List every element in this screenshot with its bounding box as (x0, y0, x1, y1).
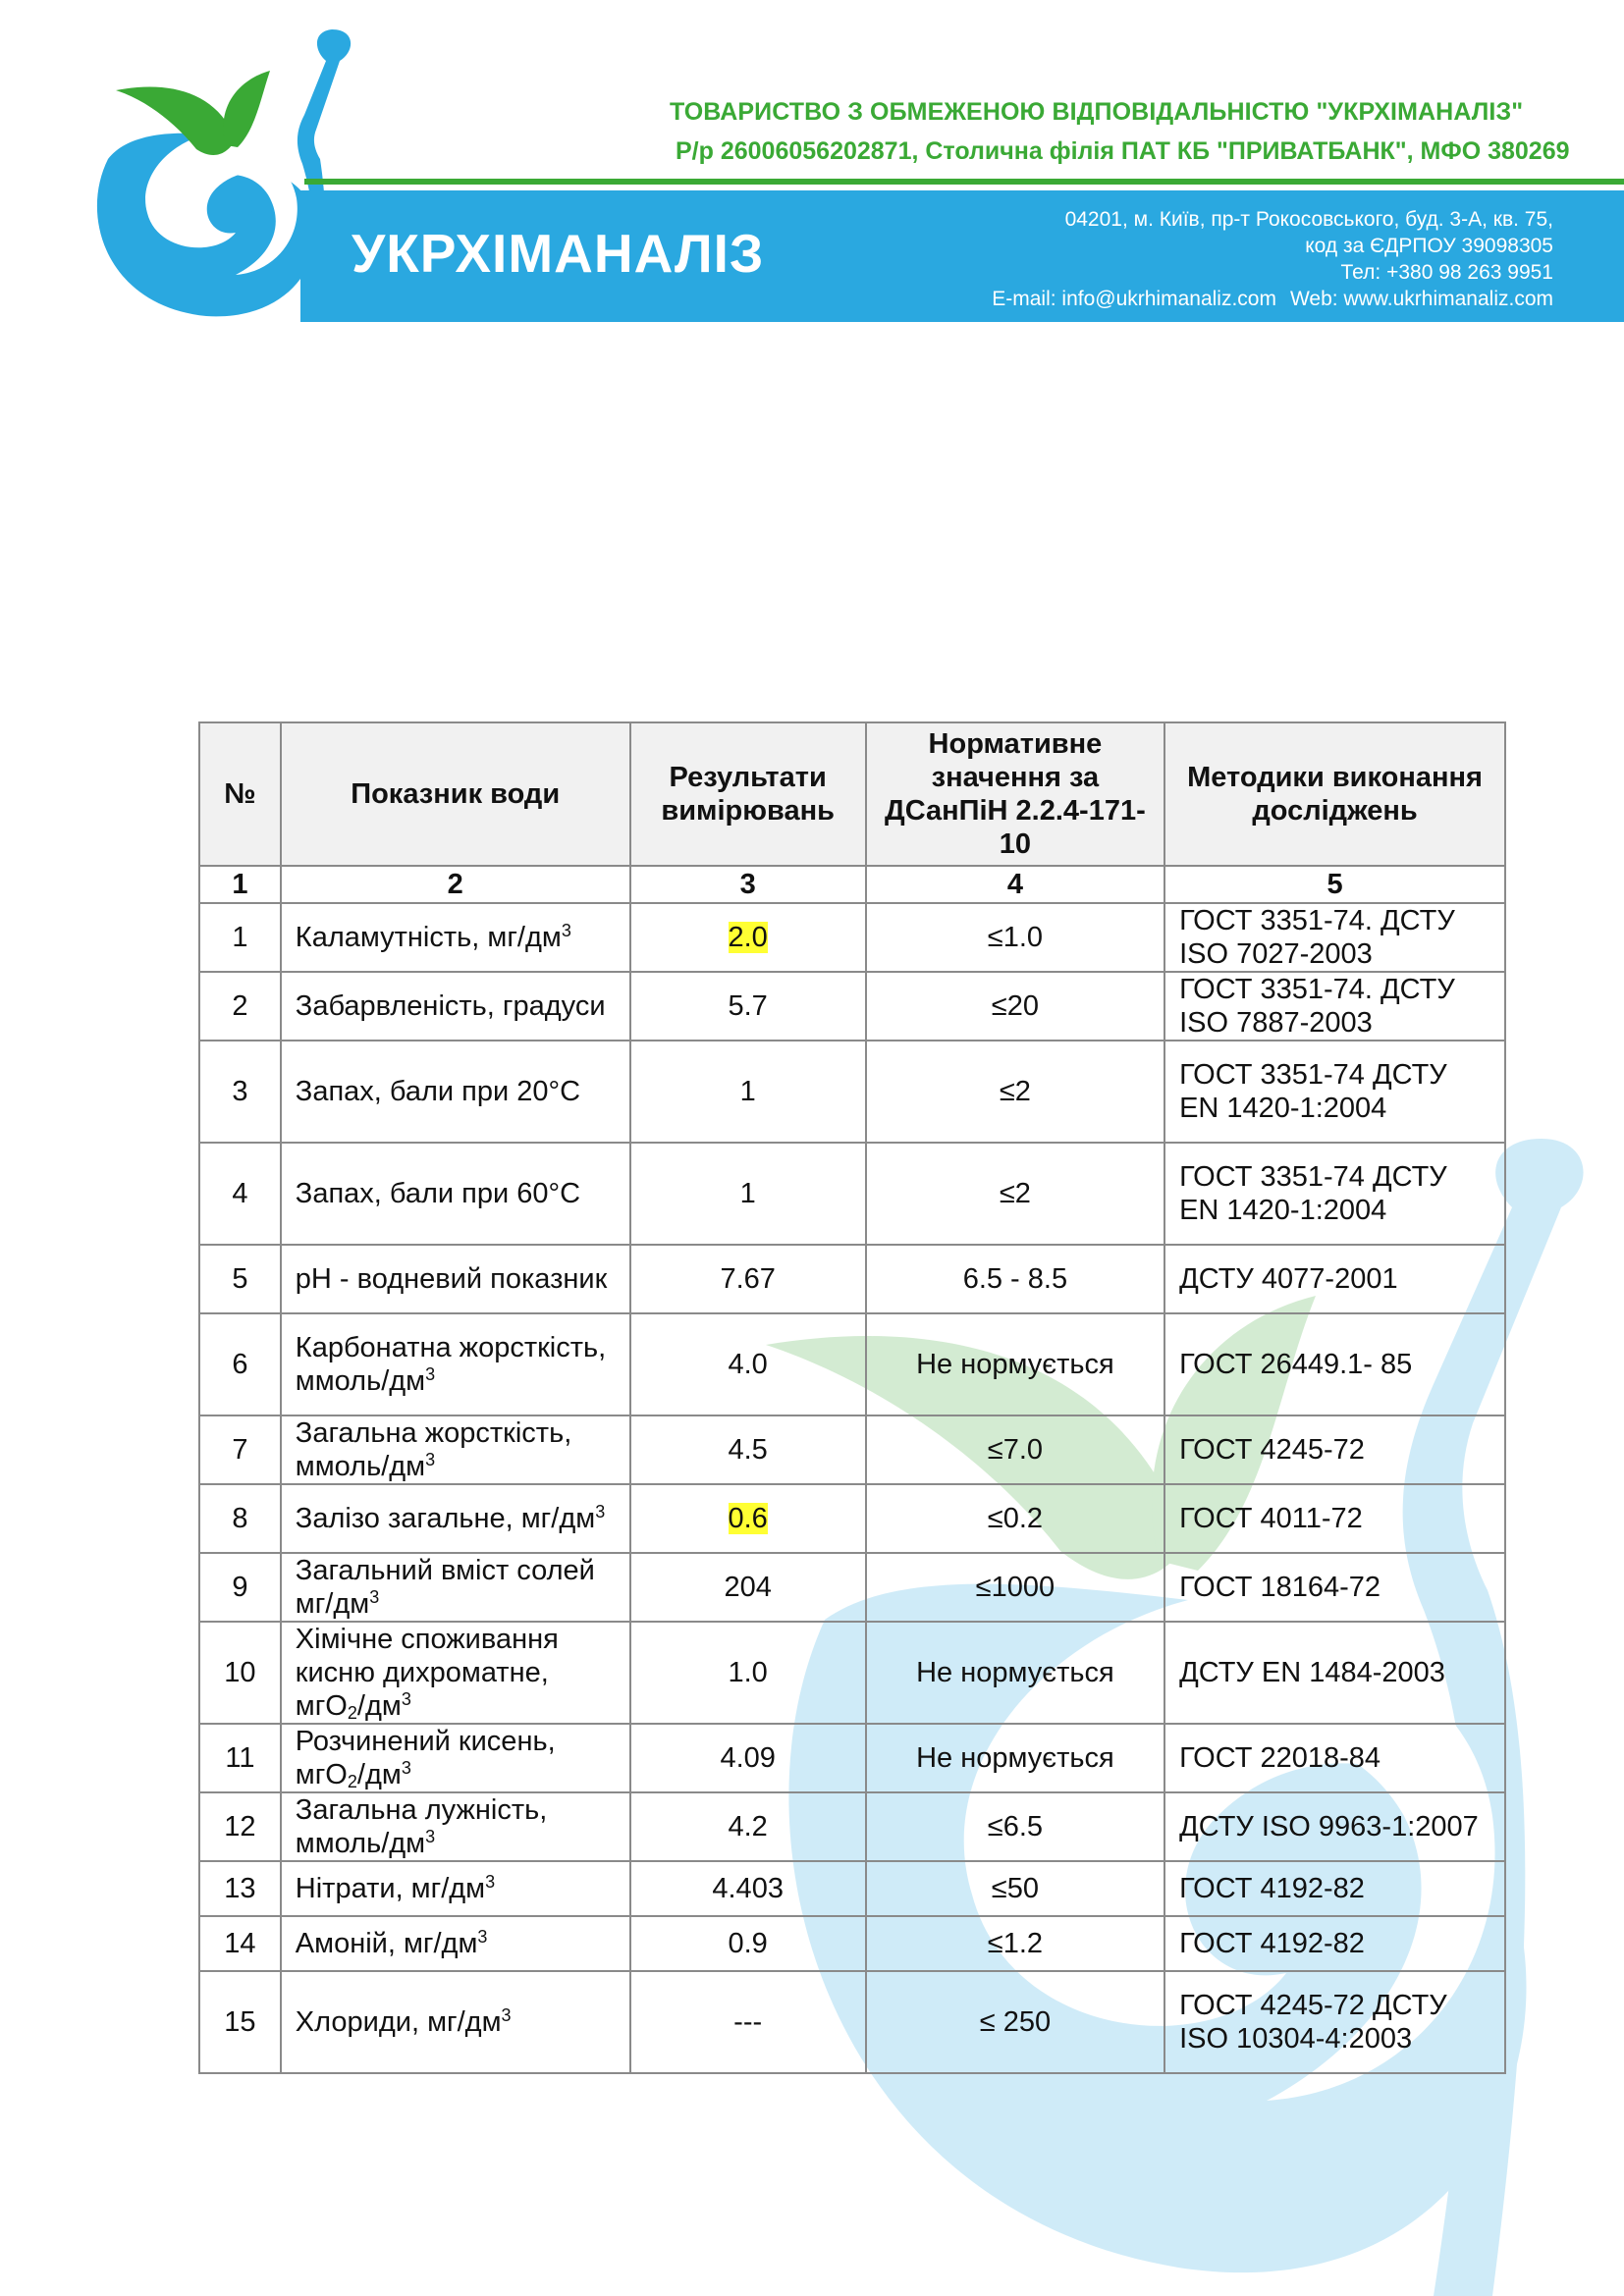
indicator-name: Хімічне споживання кисню дихроматне, мгО (295, 1624, 559, 1722)
indicator-cell (281, 1724, 630, 1792)
indicator-name: Залізо загальне, мг/дм (295, 1503, 596, 1534)
result-value: 4.403 (712, 1873, 784, 1904)
indicator-name: Хлориди, мг/дм (295, 2006, 502, 2038)
indicator-superscript: 3 (425, 1364, 436, 1384)
indicator-superscript: 3 (425, 1827, 436, 1846)
column-number: 1 (199, 866, 281, 903)
indicator-cell (281, 1041, 630, 1143)
indicator-cell (281, 1313, 630, 1415)
table-row (199, 1553, 1505, 1622)
result-cell (630, 1415, 866, 1484)
indicator-cell (281, 1971, 630, 2073)
column-number: 2 (281, 866, 630, 903)
norm-cell: Не нормується (866, 1313, 1164, 1415)
norm-cell: ≤50 (866, 1861, 1164, 1916)
method-cell: ГОСТ 3351-74 ДСТУ EN 1420-1:2004 (1164, 1143, 1505, 1245)
norm-cell: ≤0.2 (866, 1484, 1164, 1553)
norm-cell: ≤7.0 (866, 1415, 1164, 1484)
result-value: 4.09 (720, 1742, 776, 1774)
column-number: 3 (630, 866, 866, 903)
header-divider (304, 179, 1624, 185)
table-header-row (199, 722, 1505, 866)
indicator-cell (281, 1861, 630, 1916)
row-number: 12 (199, 1792, 281, 1861)
row-number: 14 (199, 1916, 281, 1971)
table-row (199, 1313, 1505, 1415)
indicator-name: Запах, бали при 60°С (295, 1178, 581, 1209)
result-value: 1 (739, 1076, 756, 1107)
table-row (199, 1724, 1505, 1792)
norm-cell: ≤6.5 (866, 1792, 1164, 1861)
method-cell: ДСТУ 4077-2001 (1164, 1245, 1505, 1313)
row-number: 5 (199, 1245, 281, 1313)
indicator-superscript: 3 (425, 1450, 436, 1469)
row-number: 13 (199, 1861, 281, 1916)
header-norm: Нормативне значення за ДСанПіН 2.2.4-171-10 (866, 722, 1164, 866)
indicator-cell (281, 1553, 630, 1622)
column-number: 5 (1164, 866, 1505, 903)
result-value: 0.9 (728, 1928, 768, 1959)
method-cell: ДСТУ ISO 9963-1:2007 (1164, 1792, 1505, 1861)
indicator-cell (281, 1792, 630, 1861)
table-row (199, 1792, 1505, 1861)
method-cell: ДСТУ EN 1484-2003 (1164, 1622, 1505, 1724)
norm-cell: ≤1.2 (866, 1916, 1164, 1971)
norm-cell: ≤1000 (866, 1553, 1164, 1622)
row-number: 4 (199, 1143, 281, 1245)
result-value: 7.67 (720, 1263, 776, 1295)
table-row (199, 1041, 1505, 1143)
result-cell (630, 1553, 866, 1622)
result-cell (630, 972, 866, 1041)
norm-cell: ≤2 (866, 1143, 1164, 1245)
result-cell (630, 1245, 866, 1313)
header-method: Методики виконання досліджень (1164, 722, 1505, 866)
result-cell (630, 1143, 866, 1245)
company-full-name: ТОВАРИСТВО З ОБМЕЖЕНОЮ ВІДПОВІДАЛЬНІСТЮ "УКРХІМАНАЛІЗ" (670, 98, 1524, 126)
result-value: 1 (739, 1178, 756, 1209)
table-row (199, 1484, 1505, 1553)
result-value: 0.6 (728, 1503, 768, 1534)
result-value: 5.7 (728, 990, 768, 1022)
norm-cell: ≤20 (866, 972, 1164, 1041)
table-body (199, 903, 1505, 2073)
method-cell: ГОСТ 26449.1- 85 (1164, 1313, 1505, 1415)
norm-cell: Не нормується (866, 1724, 1164, 1792)
result-value: 4.0 (728, 1349, 768, 1380)
row-number: 7 (199, 1415, 281, 1484)
table-row (199, 1143, 1505, 1245)
indicator-name: Амоній, мг/дм (295, 1928, 478, 1959)
row-number: 10 (199, 1622, 281, 1724)
website: Web: www.ukrhimanaliz.com (1289, 288, 1553, 310)
row-number: 11 (199, 1724, 281, 1792)
method-cell: ГОСТ 4192-82 (1164, 1861, 1505, 1916)
address: 04201, м. Київ, пр-т Рокосовського, буд. 3-А, кв. 75, (1064, 208, 1553, 231)
bank-details: Р/р 26006056202871, Столична філія ПАТ КБ "ПРИВАТБАНК", МФО 380269 (676, 137, 1570, 165)
result-cell (630, 1484, 866, 1553)
table-row (199, 1415, 1505, 1484)
phone: Тел: +380 98 263 9951 (1340, 261, 1553, 284)
indicator-superscript: 3 (561, 921, 571, 940)
method-cell: ГОСТ 3351-74. ДСТУ ISO 7027-2003 (1164, 903, 1505, 972)
table-row (199, 1916, 1505, 1971)
indicator-cell (281, 1415, 630, 1484)
indicator-name: Загальна лужність, ммоль/дм (295, 1794, 548, 1859)
result-value: 4.2 (728, 1811, 768, 1842)
indicator-unit-tail: /дм (356, 1690, 402, 1722)
row-number: 15 (199, 1971, 281, 2073)
method-cell: ГОСТ 22018-84 (1164, 1724, 1505, 1792)
indicator-name: Забарвленість, градуси (295, 990, 606, 1022)
result-value: 204 (724, 1572, 772, 1603)
indicator-superscript: 3 (401, 1689, 411, 1709)
table-row (199, 1245, 1505, 1313)
method-cell: ГОСТ 3351-74. ДСТУ ISO 7887-2003 (1164, 972, 1505, 1041)
indicator-cell (281, 1484, 630, 1553)
result-cell (630, 1622, 866, 1724)
row-number: 9 (199, 1553, 281, 1622)
water-analysis-table (198, 721, 1506, 2074)
brand-name: УКРХІМАНАЛІЗ (352, 223, 765, 284)
edrpou-code: код за ЄДРПОУ 39098305 (1305, 235, 1553, 257)
result-cell (630, 1861, 866, 1916)
indicator-name: Запах, бали при 20°С (295, 1076, 581, 1107)
indicator-cell (281, 1622, 630, 1724)
result-cell (630, 1313, 866, 1415)
indicator-unit-tail: /дм (356, 1759, 402, 1790)
row-number: 2 (199, 972, 281, 1041)
indicator-cell (281, 903, 630, 972)
table-row (199, 1861, 1505, 1916)
column-number: 4 (866, 866, 1164, 903)
indicator-name: Карбонатна жорсткість, ммоль/дм (295, 1332, 607, 1397)
indicator-cell (281, 1143, 630, 1245)
result-cell (630, 1792, 866, 1861)
table-row (199, 1971, 1505, 2073)
norm-cell: ≤2 (866, 1041, 1164, 1143)
header-result: Результати вимірювань (630, 722, 866, 866)
table-row (199, 903, 1505, 972)
method-cell: ГОСТ 4245-72 (1164, 1415, 1505, 1484)
method-cell: ГОСТ 4011-72 (1164, 1484, 1505, 1553)
norm-cell: ≤ 250 (866, 1971, 1164, 2073)
indicator-name: Каламутність, мг/дм (295, 922, 562, 953)
result-value: 1.0 (728, 1657, 768, 1688)
result-cell (630, 1916, 866, 1971)
norm-cell: 6.5 - 8.5 (866, 1245, 1164, 1313)
indicator-superscript: 3 (401, 1758, 411, 1778)
row-number: 8 (199, 1484, 281, 1553)
method-cell: ГОСТ 4192-82 (1164, 1916, 1505, 1971)
indicator-name: Нітрати, мг/дм (295, 1873, 486, 1904)
result-value: --- (733, 2006, 763, 2038)
norm-cell: Не нормується (866, 1622, 1164, 1724)
row-number: 3 (199, 1041, 281, 1143)
header-num: № (199, 722, 281, 866)
indicator-subscript: 2 (347, 1703, 357, 1723)
indicator-superscript: 3 (485, 1872, 496, 1892)
result-cell (630, 1971, 866, 2073)
result-value: 2.0 (728, 922, 768, 953)
row-number: 6 (199, 1313, 281, 1415)
indicator-superscript: 3 (501, 2005, 512, 2025)
indicator-subscript: 2 (347, 1772, 357, 1791)
header-indicator: Показник води (281, 722, 630, 866)
table-row (199, 972, 1505, 1041)
indicator-cell (281, 1916, 630, 1971)
indicator-superscript: 3 (477, 1927, 488, 1947)
indicator-name: Загальна жорсткість, ммоль/дм (295, 1417, 572, 1482)
row-number: 1 (199, 903, 281, 972)
indicator-name: Загальний вміст солей мг/дм (295, 1555, 595, 1620)
indicator-cell (281, 1245, 630, 1313)
column-number-row (199, 866, 1505, 903)
method-cell: ГОСТ 18164-72 (1164, 1553, 1505, 1622)
result-cell (630, 903, 866, 972)
result-cell (630, 1041, 866, 1143)
result-value: 4.5 (728, 1434, 768, 1466)
indicator-name: pH - водневий показник (295, 1263, 608, 1295)
method-cell: ГОСТ 3351-74 ДСТУ EN 1420-1:2004 (1164, 1041, 1505, 1143)
email: E-mail: info@ukrhimanaliz.com (992, 288, 1276, 310)
table-row (199, 1622, 1505, 1724)
indicator-name: Розчинений кисень, мгО (295, 1726, 556, 1790)
method-cell: ГОСТ 4245-72 ДСТУ ISO 10304-4:2003 (1164, 1971, 1505, 2073)
contact-block (992, 206, 1553, 312)
norm-cell: ≤1.0 (866, 903, 1164, 972)
indicator-superscript: 3 (369, 1587, 380, 1607)
indicator-cell (281, 972, 630, 1041)
email-web-line (992, 286, 1553, 312)
indicator-superscript: 3 (595, 1502, 606, 1522)
result-cell (630, 1724, 866, 1792)
